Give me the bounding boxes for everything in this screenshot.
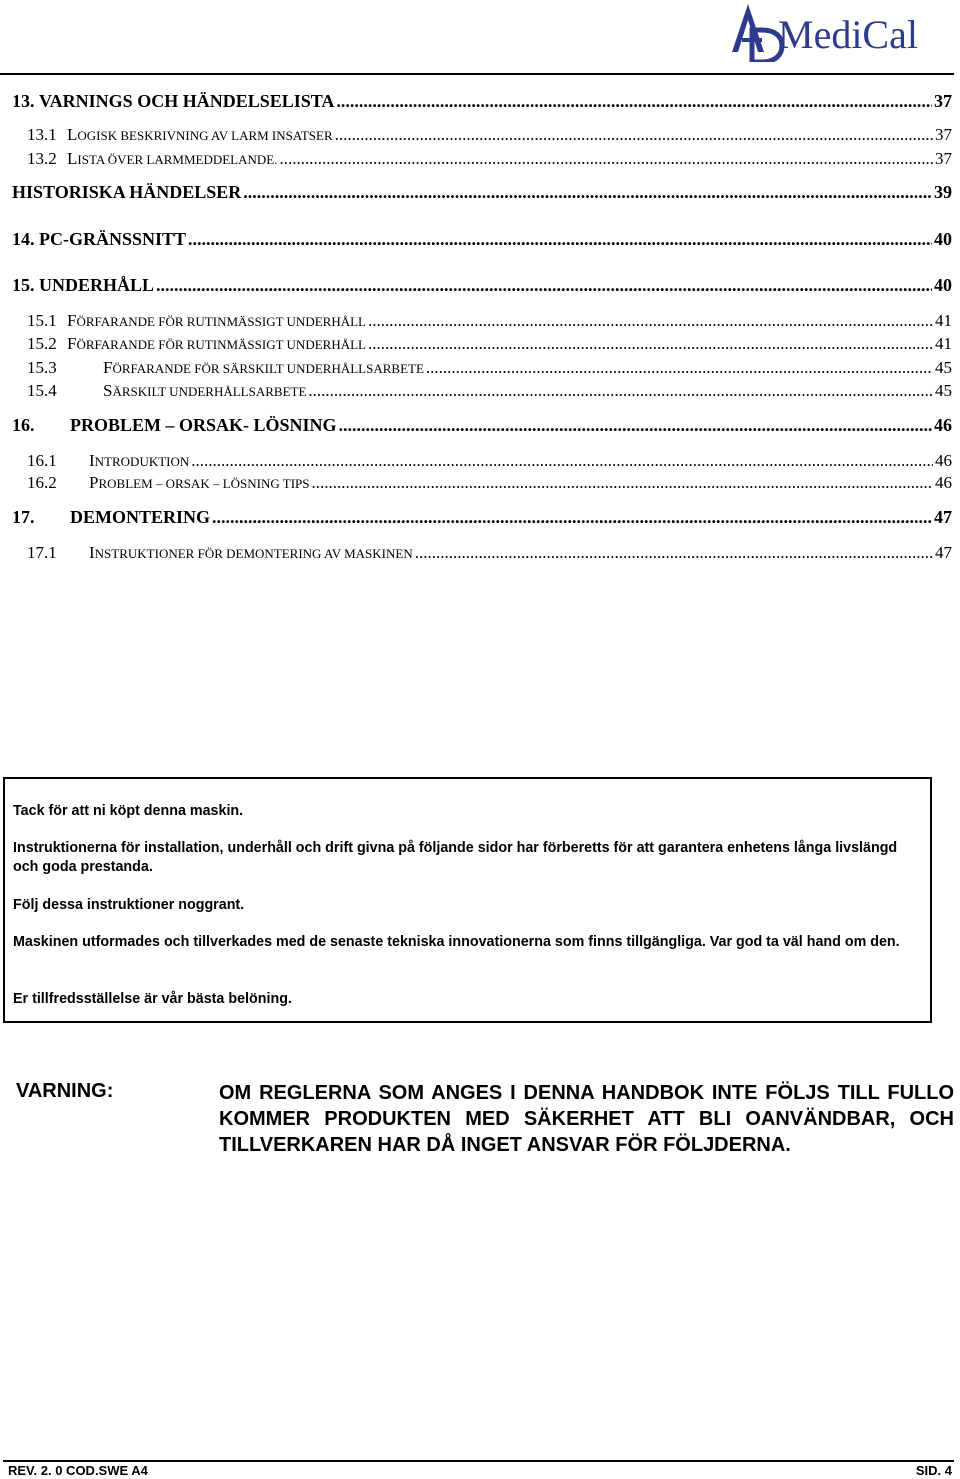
toc-leader [335,125,933,145]
toc-number: 13. [12,91,35,111]
toc-leader [312,473,933,493]
toc-leader [426,358,933,378]
toc-title: VARNINGS OCH HÄNDELSELISTA [39,91,335,111]
toc-leader [212,507,932,528]
info-instructions: Instruktionerna för installation, underhåll och drift givna på följande sidor har förberetts för att garantera enhetens långa livslängd och goda prestanda. [13,840,898,875]
toc-leader [336,91,932,112]
toc-entry[interactable] [12,229,952,250]
toc-page: 46 [935,451,952,470]
toc-leader [368,334,933,354]
toc-page: 46 [934,415,952,435]
footer-rule [3,1460,954,1462]
toc-entry[interactable] [27,125,952,145]
logo-brand-text: MediCal [778,12,918,57]
toc-title: FÖRFARANDE FÖR SÄRSKILT UNDERHÅLLSARBETE [103,358,424,377]
toc-title: UNDERHÅLL [39,275,155,295]
toc-number: 15.4 [27,381,57,400]
toc-page: 40 [934,229,952,249]
toc-title: LOGISK BESKRIVNING AV LARM INSATSER [67,125,333,144]
toc-page: 40 [934,275,952,295]
toc-entry[interactable] [27,358,952,378]
toc-number: 16.2 [27,473,57,492]
toc-leader [339,415,932,436]
toc-leader [188,229,932,250]
footer-revision: REV. 2. 0 COD.SWE A4 [8,1463,148,1478]
toc-title: PROBLEM – ORSAK – LÖSNING TIPS [89,473,310,492]
toc-entry[interactable] [27,149,952,169]
info-innovation: Maskinen utformades och tillverkades med de senaste tekniska innovationerna som finns tillgängliga. Var god ta väl hand om den. [13,934,900,950]
toc-title: FÖRFARANDE FÖR RUTINMÄSSIGT UNDERHÅLL [67,334,366,353]
toc-title: INSTRUKTIONER FÖR DEMONTERING AV MASKINEN [89,543,413,562]
toc-number: 13.1 [27,125,57,144]
toc-entry[interactable] [27,381,952,401]
toc-number: 15.1 [27,311,57,330]
toc-number: 15.3 [27,358,57,377]
info-thanks: Tack för att ni köpt denna maskin. [13,803,244,819]
toc-leader [156,275,932,296]
toc-entry[interactable] [27,451,952,471]
toc-leader [308,381,933,401]
toc-page: 37 [935,125,952,144]
toc-number: 17. [12,507,35,527]
toc-number: 15.2 [27,334,57,353]
toc-page: 41 [935,334,952,353]
toc-page: 37 [935,149,952,168]
toc-leader [368,311,933,331]
toc-title: LISTA ÖVER LARMMEDDELANDE. [67,149,278,168]
toc-page: 46 [935,473,952,492]
toc-entry[interactable] [12,91,952,112]
toc-title: FÖRFARANDE FÖR RUTINMÄSSIGT UNDERHÅLL [67,311,366,330]
toc-leader [243,182,932,203]
toc-title: SÄRSKILT UNDERHÅLLSARBETE [103,381,307,400]
thank-you-box [3,777,932,1023]
toc-page: 47 [935,543,952,562]
toc-entry[interactable] [12,507,952,528]
toc-number: 13.2 [27,149,57,168]
toc-entry[interactable] [27,543,952,563]
toc-title: PC-GRÄNSSNITT [39,229,187,249]
toc-number: 17.1 [27,543,57,562]
table-of-contents [0,0,960,580]
toc-title: PROBLEM – ORSAK- LÖSNING [70,415,337,435]
toc-title: DEMONTERING [70,507,211,527]
toc-number: 14. [12,229,35,249]
info-follow: Följ dessa instruktioner noggrant. [13,897,245,913]
toc-title: INTRODUKTION [89,451,190,470]
toc-page: 45 [935,358,952,377]
toc-title: HISTORISKA HÄNDELSER [12,182,242,202]
toc-number: 15. [12,275,35,295]
info-satisfaction: Er tillfredsställelse är vår bästa belöning. [13,991,292,1007]
warning-label: VARNING: [16,1080,114,1102]
toc-entry[interactable] [27,473,952,493]
warning-text: OM REGLERNA SOM ANGES I DENNA HANDBOK INTE FÖLJS TILL FULLO KOMMER PRODUKTEN MED SÄKERHET ATT BLI OANVÄNDBAR, OCH TILLVERKAREN HAR DÅ INGET ANSVAR FÖR FÖLJDERNA. [219,1082,954,1156]
toc-page: 41 [935,311,952,330]
toc-entry[interactable] [27,311,952,331]
toc-leader [415,543,933,563]
toc-entry[interactable] [12,415,952,436]
toc-number: 16. [12,415,35,435]
toc-page: 47 [934,507,952,527]
toc-page: 37 [934,91,952,111]
toc-page: 45 [935,381,952,400]
toc-entry[interactable] [12,275,952,296]
toc-leader [279,149,933,169]
toc-entry[interactable] [27,334,952,354]
footer-page-number: SID. 4 [915,1463,952,1478]
toc-leader [191,451,933,471]
toc-page: 39 [934,182,952,202]
toc-number: 16.1 [27,451,57,470]
toc-entry[interactable] [12,182,952,203]
